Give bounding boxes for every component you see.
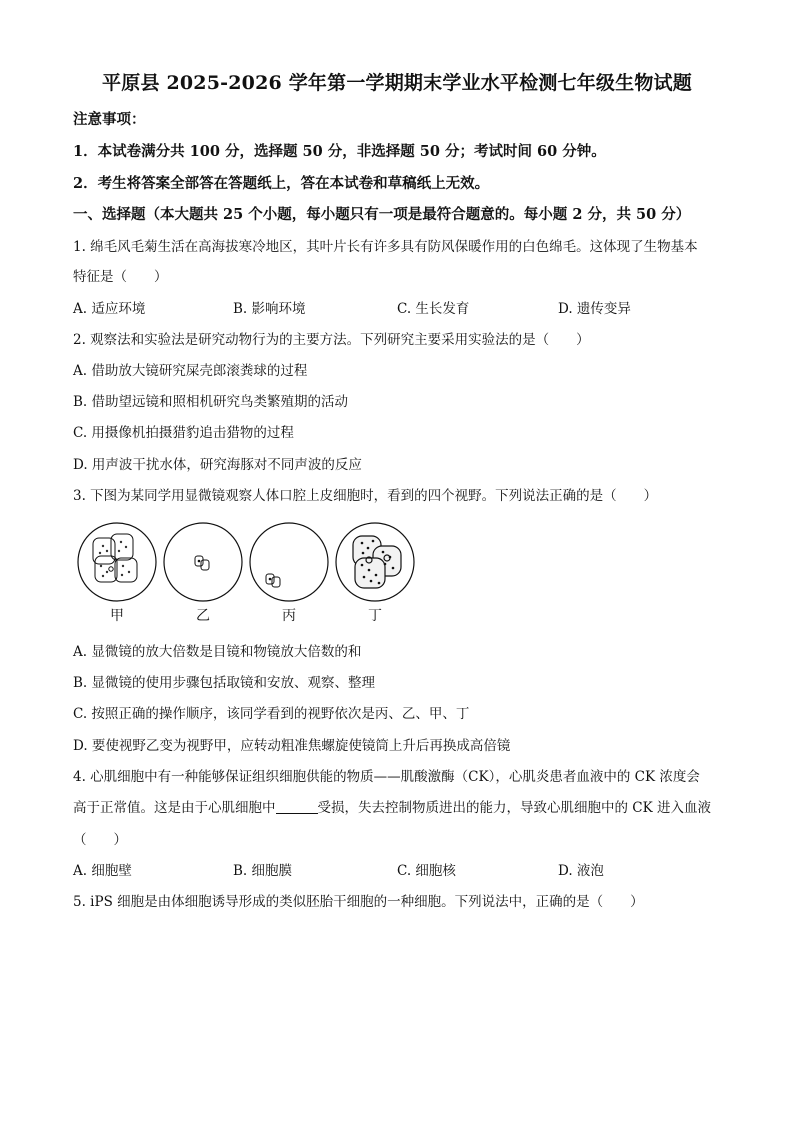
section-heading: 一、选择题（本大题共 25 个小题，每小题只有一项是最符合题意的。每小题 2 分，共 50 分） xyxy=(73,206,691,223)
q3-option-a: A. 显微镜的放大倍数是目镜和物镜放大倍数的和 xyxy=(73,644,362,660)
q4-stem-line2-part2: 受损，失去控制物质进出的能力，导致心肌细胞中的 CK 进入血液 xyxy=(317,800,711,816)
q4-stem-line2 xyxy=(73,796,711,816)
figure-label-bing: 丙 xyxy=(282,608,296,624)
figure-label-jia: 甲 xyxy=(110,608,124,624)
q4-option-b: B. 细胞膜 xyxy=(233,863,293,879)
q4-stem-line2-part1: 高于正常值。这是由于心肌细胞中 xyxy=(73,800,276,816)
q2-option-d: D. 用声波干扰水体，研究海豚对不同声波的反应 xyxy=(73,457,362,473)
field-yi xyxy=(164,523,242,601)
q2-option-a: A. 借助放大镜研究屎壳郎滚粪球的过程 xyxy=(73,363,308,379)
q3-stem: 3. 下图为某同学用显微镜观察人体口腔上皮细胞时，看到的四个视野。下列说法正确的是（ ） xyxy=(73,488,658,504)
q4-stem-line1: 4. 心肌细胞中有一种能够保证组织细胞供能的物质——肌酸激酶（CK），心肌炎患者血液中的 CK 浓度会 xyxy=(73,769,700,785)
exam-title: 平原县 2025-2026 学年第一学期期末学业水平检测七年级生物试题 xyxy=(102,72,692,94)
q5-stem: 5. iPS 细胞是由体细胞诱导形成的类似胚胎干细胞的一种细胞。下列说法中，正确的是（ ） xyxy=(73,894,644,910)
q2-option-c: C. 用摄像机拍摄猎豹追击猎物的过程 xyxy=(73,425,294,441)
q3-option-d: D. 要使视野乙变为视野甲，应转动粗准焦螺旋使镜筒上升后再换成高倍镜 xyxy=(73,738,511,754)
q3-option-b: B. 显微镜的使用步骤包括取镜和安放、观察、整理 xyxy=(73,675,376,691)
q1-stem-line1: 1. 绵毛风毛菊生活在高海拔寒冷地区，其叶片长有许多具有防风保暖作用的白色绵毛。这体现了生物基本 xyxy=(73,239,698,255)
field-jia xyxy=(78,523,156,601)
q2-stem: 2. 观察法和实验法是研究动物行为的主要方法。下列研究主要采用实验法的是（ ） xyxy=(73,332,590,348)
field-ding xyxy=(336,523,414,601)
q1-option-d: D. 遗传变异 xyxy=(558,301,631,317)
notice-item-2: 2．考生将答案全部答在答题纸上，答在本试卷和草稿纸上无效。 xyxy=(73,175,490,192)
figure-label-ding: 丁 xyxy=(368,608,382,624)
q4-option-a: A. 细胞壁 xyxy=(73,863,132,879)
q1-option-b: B. 影响环境 xyxy=(233,301,306,317)
answer-blank xyxy=(276,799,318,814)
q1-option-a: A. 适应环境 xyxy=(73,301,146,317)
q3-option-c: C. 按照正确的操作顺序，该同学看到的视野依次是丙、乙、甲、丁 xyxy=(73,706,470,722)
figure-label-yi: 乙 xyxy=(196,608,210,624)
q4-option-c: C. 细胞核 xyxy=(397,863,456,879)
q1-stem-line2: 特征是（ ） xyxy=(73,269,168,285)
q4-stem-line3: （ ） xyxy=(73,832,127,848)
notice-heading: 注意事项： xyxy=(73,111,146,128)
q1-option-c: C. 生长发育 xyxy=(397,301,470,317)
q2-option-b: B. 借助望远镜和照相机研究鸟类繁殖期的活动 xyxy=(73,394,349,410)
q4-option-d: D. 液泡 xyxy=(558,863,604,879)
notice-item-1: 1．本试卷满分共 100 分，选择题 50 分，非选择题 50 分；考试时间 60 分钟。 xyxy=(73,143,606,160)
field-bing xyxy=(250,523,328,601)
